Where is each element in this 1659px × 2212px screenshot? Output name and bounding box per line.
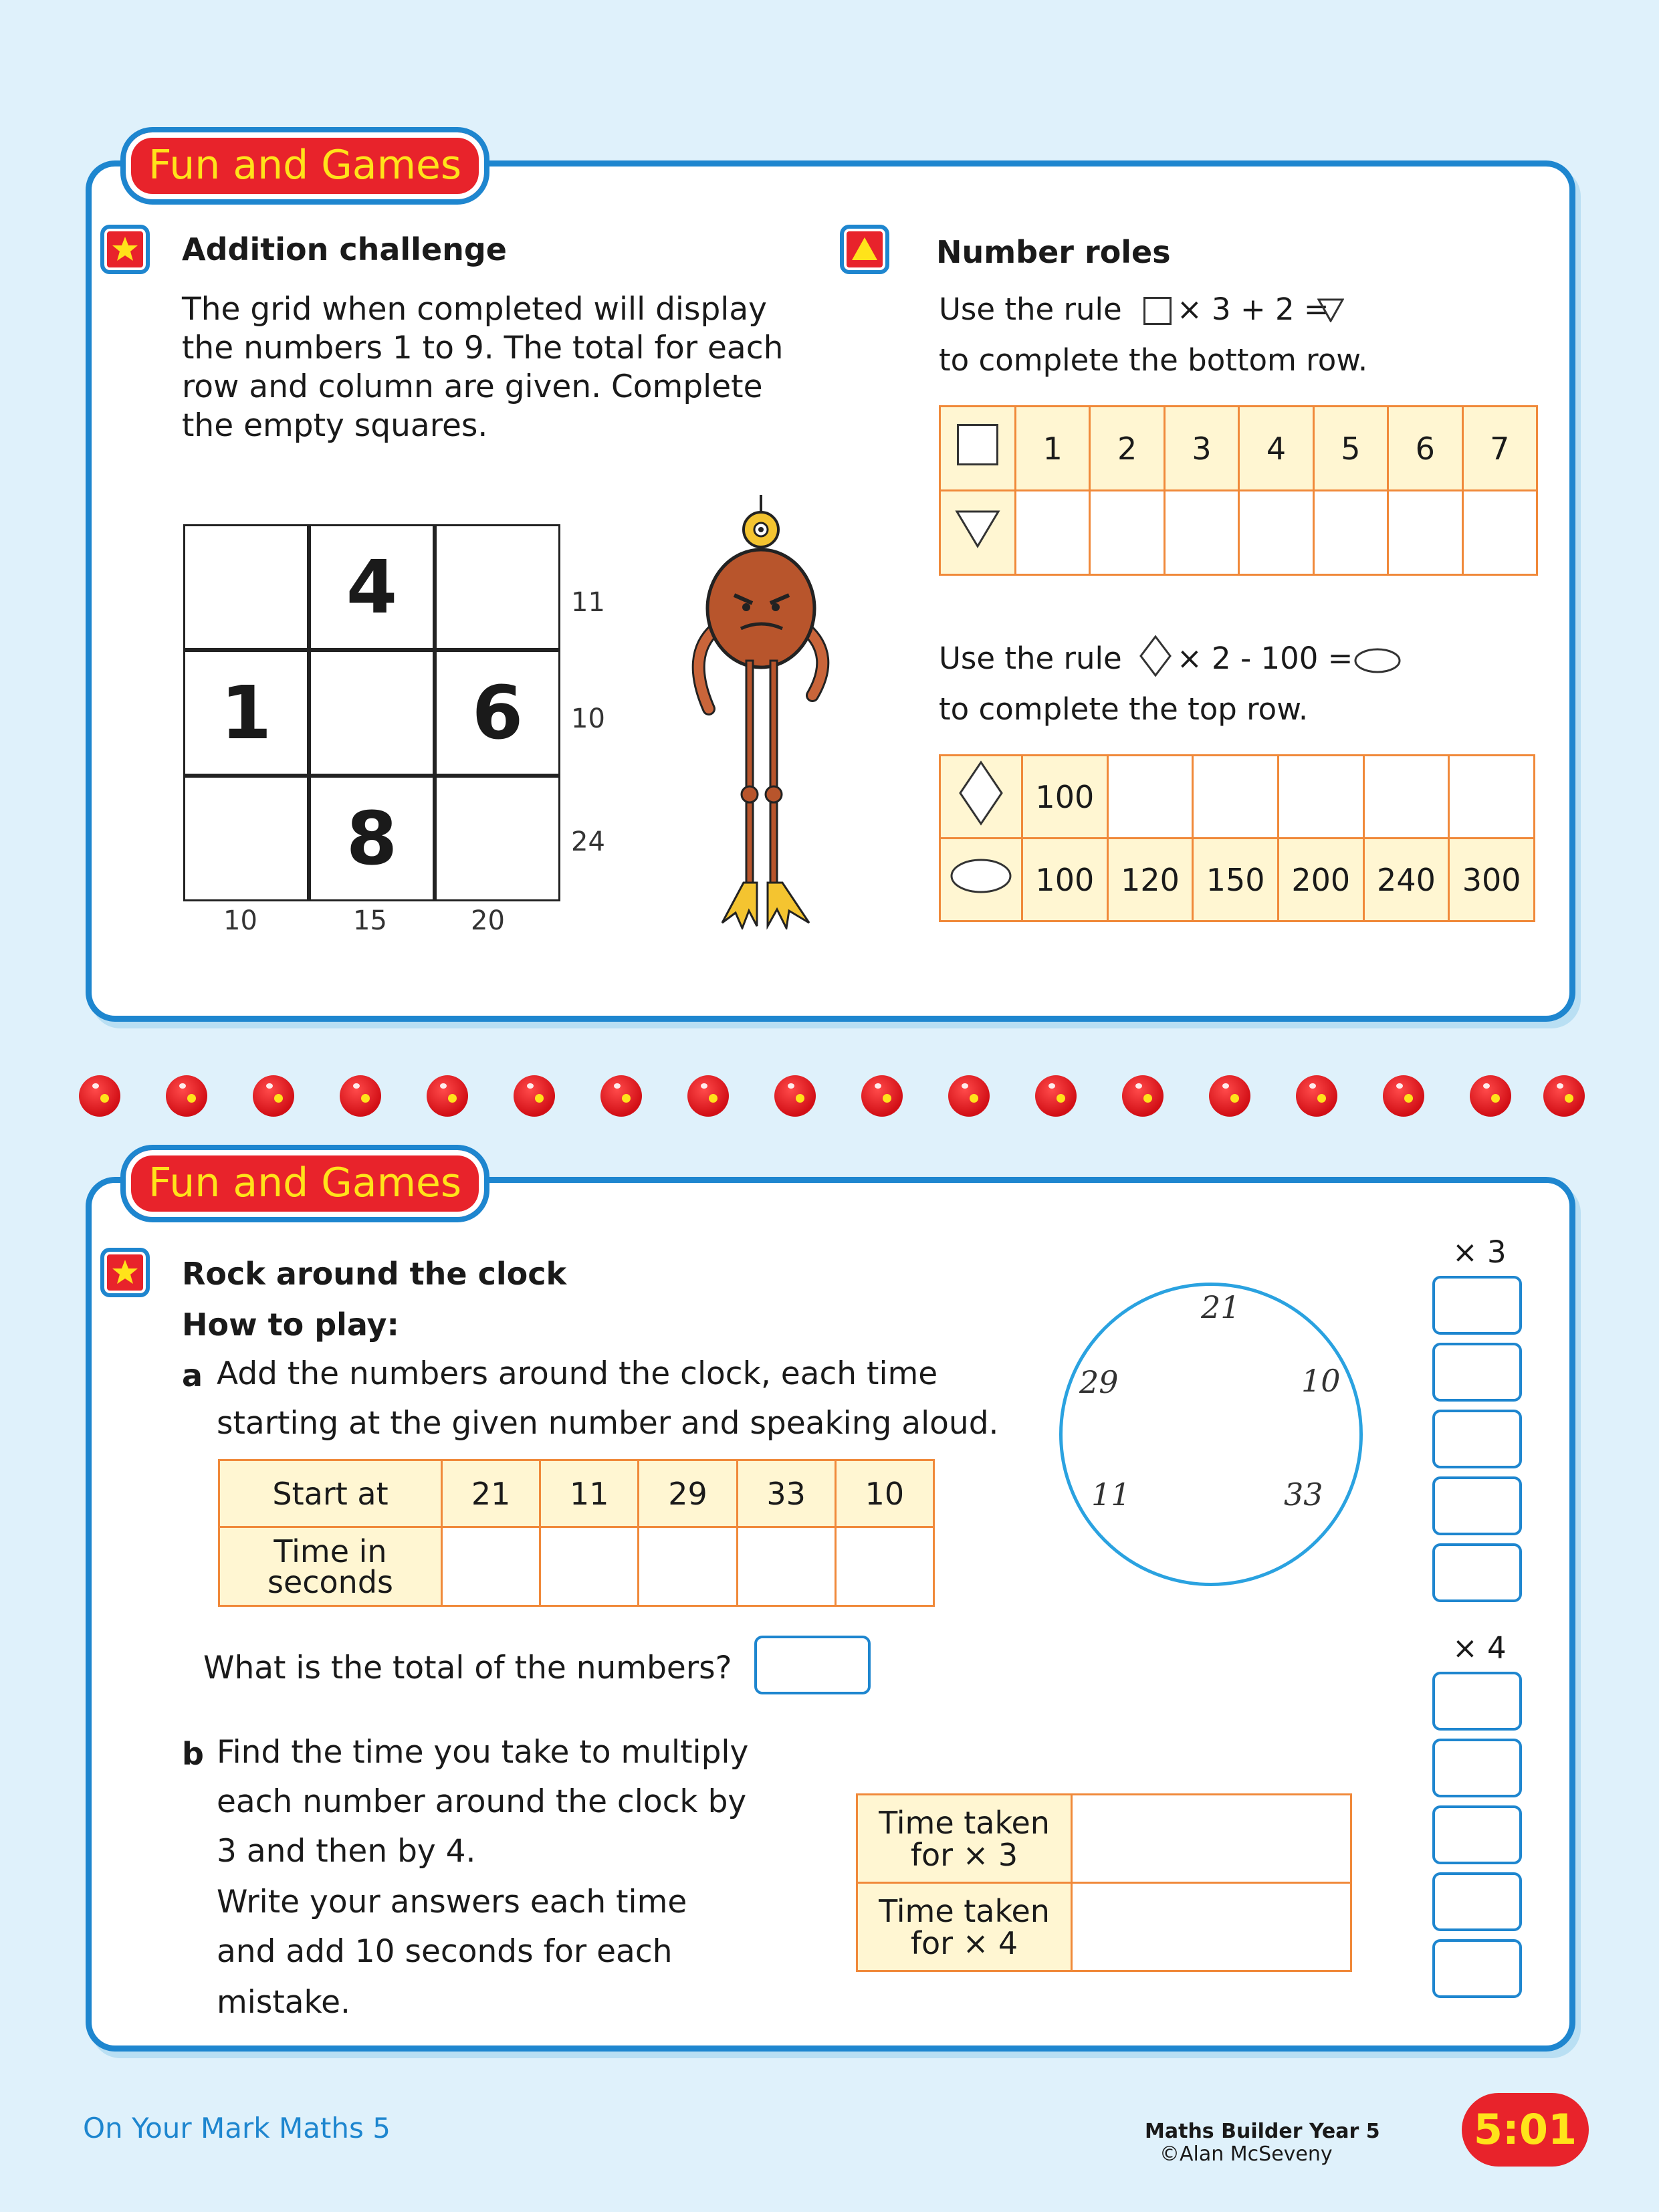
square-shape-icon bbox=[1143, 297, 1172, 325]
table-cell: 100 bbox=[1022, 839, 1108, 921]
answer-cell[interactable] bbox=[639, 1527, 737, 1606]
part-a-line: starting at the given number and speaking aloud. bbox=[217, 1405, 999, 1442]
table-cell: 33 bbox=[737, 1460, 835, 1527]
tab-fun-and-games-1: Fun and Games bbox=[120, 127, 489, 205]
grid-cell[interactable] bbox=[183, 524, 309, 650]
grid-cell[interactable]: 8 bbox=[309, 776, 435, 901]
red-dot-icon bbox=[861, 1075, 903, 1117]
red-dot-icon bbox=[253, 1075, 294, 1117]
row-total: 10 bbox=[571, 703, 605, 734]
rule1-prefix: Use the rule bbox=[939, 292, 1122, 327]
times4-answer-box[interactable] bbox=[1432, 1739, 1522, 1797]
how-to-play-label: How to play: bbox=[182, 1307, 399, 1343]
heading-number-roles: Number roles bbox=[936, 234, 1171, 270]
red-dot-icon bbox=[948, 1075, 990, 1117]
answer-cell[interactable] bbox=[1016, 491, 1090, 575]
time-label-line: Time in bbox=[273, 1533, 387, 1569]
answer-cell[interactable] bbox=[1313, 491, 1388, 575]
answer-cell[interactable] bbox=[737, 1527, 835, 1606]
part-b-line: and add 10 seconds for each bbox=[217, 1933, 673, 1970]
times3-answer-box[interactable] bbox=[1432, 1543, 1522, 1602]
table-cell: 21 bbox=[442, 1460, 540, 1527]
answer-cell[interactable] bbox=[835, 1527, 933, 1606]
table-cell: 29 bbox=[639, 1460, 737, 1527]
clock-number: 33 bbox=[1284, 1476, 1323, 1513]
ellipse-shape-icon bbox=[949, 857, 1013, 895]
part-b-letter: b bbox=[182, 1736, 204, 1772]
ellipse-shape-icon bbox=[1353, 647, 1402, 674]
column-total: 10 bbox=[223, 905, 257, 936]
time-taken-line: for × 4 bbox=[910, 1924, 1018, 1961]
time-in-seconds-label bbox=[219, 1527, 442, 1606]
red-dot-icon bbox=[1035, 1075, 1077, 1117]
instruction-line: row and column are given. Complete bbox=[182, 368, 763, 405]
grid-cell[interactable]: 4 bbox=[309, 524, 435, 650]
table-header-cell bbox=[940, 407, 1016, 491]
part-b-line: mistake. bbox=[217, 1984, 350, 2021]
red-dot-icon bbox=[427, 1075, 468, 1117]
time-taken-line: Time taken bbox=[879, 1892, 1050, 1929]
times4-label: × 4 bbox=[1452, 1630, 1507, 1666]
addition-grid bbox=[183, 524, 560, 901]
red-dot-icon bbox=[1122, 1075, 1164, 1117]
time-taken-x3-label bbox=[857, 1795, 1072, 1883]
clock-face bbox=[1059, 1283, 1363, 1586]
answer-cell[interactable] bbox=[540, 1527, 639, 1606]
down-triangle-icon bbox=[1317, 298, 1344, 322]
answer-cell[interactable] bbox=[1193, 756, 1279, 839]
grid-cell[interactable]: 1 bbox=[183, 650, 309, 776]
red-dot-icon bbox=[774, 1075, 816, 1117]
table-cell[interactable]: 100 bbox=[1022, 756, 1108, 839]
table-cell: 5 bbox=[1313, 407, 1388, 491]
red-dot-icon bbox=[1209, 1075, 1250, 1117]
red-dot-icon bbox=[1470, 1075, 1511, 1117]
red-dot-icon bbox=[1543, 1075, 1585, 1117]
total-question: What is the total of the numbers? bbox=[203, 1650, 732, 1686]
answer-cell[interactable] bbox=[442, 1527, 540, 1606]
table-header-cell bbox=[940, 756, 1022, 839]
part-a-line: Add the numbers around the clock, each time bbox=[217, 1355, 938, 1392]
rule2-suffix: to complete the top row. bbox=[939, 691, 1309, 727]
red-dot-icon bbox=[340, 1075, 381, 1117]
diamond-shape-icon bbox=[958, 760, 1004, 826]
table-cell: 200 bbox=[1278, 839, 1363, 921]
rule1-expression: × 3 + 2 = bbox=[1177, 292, 1329, 327]
table-cell: 240 bbox=[1363, 839, 1449, 921]
answer-cell[interactable] bbox=[1090, 491, 1164, 575]
clock-number: 21 bbox=[1201, 1289, 1240, 1325]
table-cell: 11 bbox=[540, 1460, 639, 1527]
times4-answer-box[interactable] bbox=[1432, 1872, 1522, 1931]
row-total: 11 bbox=[571, 587, 605, 618]
times3-answer-box[interactable] bbox=[1432, 1476, 1522, 1535]
times3-answer-box[interactable] bbox=[1432, 1343, 1522, 1402]
dot-divider bbox=[0, 1075, 1659, 1122]
answer-cell[interactable] bbox=[1449, 756, 1535, 839]
red-dot-icon bbox=[166, 1075, 207, 1117]
answer-cell[interactable] bbox=[1462, 491, 1537, 575]
heading-rock-around-the-clock: Rock around the clock bbox=[182, 1256, 567, 1292]
answer-cell[interactable] bbox=[1388, 491, 1462, 575]
table-cell: 150 bbox=[1193, 839, 1279, 921]
page-number-badge: 5:01 bbox=[1462, 2093, 1589, 2167]
grid-cell[interactable] bbox=[309, 650, 435, 776]
star-badge-icon bbox=[100, 1248, 150, 1297]
answer-cell[interactable] bbox=[1278, 756, 1363, 839]
column-total: 15 bbox=[353, 905, 387, 936]
answer-cell[interactable] bbox=[1239, 491, 1313, 575]
grid-cell[interactable] bbox=[183, 776, 309, 901]
part-b-line: 3 and then by 4. bbox=[217, 1833, 476, 1870]
tab-fun-and-games-2: Fun and Games bbox=[120, 1145, 489, 1222]
rule2-prefix: Use the rule bbox=[939, 641, 1122, 676]
table-cell: 2 bbox=[1090, 407, 1164, 491]
times3-label: × 3 bbox=[1452, 1234, 1507, 1270]
time-taken-line: Time taken bbox=[879, 1804, 1050, 1841]
time-taken-x3-answer[interactable] bbox=[1072, 1795, 1351, 1883]
grid-cell[interactable] bbox=[435, 776, 560, 901]
red-dot-icon bbox=[687, 1075, 729, 1117]
table-header-cell bbox=[940, 491, 1016, 575]
part-b-line: Find the time you take to multiply bbox=[217, 1734, 749, 1771]
column-total: 20 bbox=[471, 905, 505, 936]
answer-cell[interactable] bbox=[1363, 756, 1449, 839]
part-a-letter: a bbox=[182, 1357, 203, 1394]
footer-book-title: Maths Builder Year 5 bbox=[1145, 2120, 1380, 2143]
monster-illustration bbox=[682, 495, 836, 929]
red-dot-icon bbox=[1383, 1075, 1424, 1117]
table-cell: 7 bbox=[1462, 407, 1537, 491]
table-cell: 120 bbox=[1107, 839, 1193, 921]
times4-answer-box[interactable] bbox=[1432, 1805, 1522, 1864]
time-taken-x4-answer[interactable] bbox=[1072, 1883, 1351, 1971]
table-cell: 10 bbox=[835, 1460, 933, 1527]
table-cell: 4 bbox=[1239, 407, 1313, 491]
times4-answer-box[interactable] bbox=[1432, 1939, 1522, 1998]
instruction-line: The grid when completed will display bbox=[182, 291, 767, 328]
times4-answer-box[interactable] bbox=[1432, 1672, 1522, 1731]
table-cell: 300 bbox=[1449, 839, 1535, 921]
start-at-table bbox=[218, 1459, 935, 1607]
triangle-badge-icon bbox=[840, 225, 889, 274]
grid-cell[interactable]: 6 bbox=[435, 650, 560, 776]
rule2-expression: × 2 - 100 = bbox=[1177, 641, 1353, 676]
clock-number: 10 bbox=[1301, 1363, 1341, 1399]
footer-series-title: On Your Mark Maths 5 bbox=[83, 2112, 391, 2144]
grid-cell[interactable] bbox=[435, 524, 560, 650]
part-b-line: each number around the clock by bbox=[217, 1783, 747, 1820]
instruction-line: the empty squares. bbox=[182, 407, 488, 444]
times3-answer-box[interactable] bbox=[1432, 1276, 1522, 1335]
square-shape-icon bbox=[957, 424, 998, 465]
times3-answer-box[interactable] bbox=[1432, 1410, 1522, 1468]
table-cell: 3 bbox=[1164, 407, 1238, 491]
answer-cell[interactable] bbox=[1107, 756, 1193, 839]
part-b-line: Write your answers each time bbox=[217, 1884, 687, 1920]
table-header-cell bbox=[940, 839, 1022, 921]
time-taken-x4-label bbox=[857, 1883, 1072, 1971]
star-badge-icon bbox=[100, 225, 150, 274]
red-dot-icon bbox=[514, 1075, 555, 1117]
clock-number: 11 bbox=[1091, 1476, 1131, 1513]
time-taken-line: for × 3 bbox=[910, 1836, 1018, 1873]
row-total: 24 bbox=[571, 826, 605, 857]
time-taken-table bbox=[856, 1793, 1352, 1972]
table-cell: 1 bbox=[1016, 407, 1090, 491]
red-dot-icon bbox=[79, 1075, 120, 1117]
down-triangle-icon bbox=[954, 509, 1001, 549]
footer-copyright: ©Alan McSeveny bbox=[1159, 2142, 1333, 2166]
heading-addition-challenge: Addition challenge bbox=[182, 231, 508, 267]
answer-cell[interactable] bbox=[1164, 491, 1238, 575]
total-answer-box[interactable] bbox=[754, 1636, 871, 1694]
instruction-line: the numbers 1 to 9. The total for each bbox=[182, 330, 784, 366]
diamond-shape-icon bbox=[1139, 635, 1172, 677]
table-cell: 6 bbox=[1388, 407, 1462, 491]
rule1-table bbox=[939, 405, 1538, 576]
rule2-table bbox=[939, 754, 1535, 922]
rule1-suffix: to complete the bottom row. bbox=[939, 342, 1368, 378]
time-label-line: seconds bbox=[267, 1563, 394, 1600]
clock-number: 29 bbox=[1079, 1364, 1119, 1400]
start-at-label: Start at bbox=[219, 1460, 442, 1527]
red-dot-icon bbox=[1296, 1075, 1337, 1117]
red-dot-icon bbox=[600, 1075, 642, 1117]
